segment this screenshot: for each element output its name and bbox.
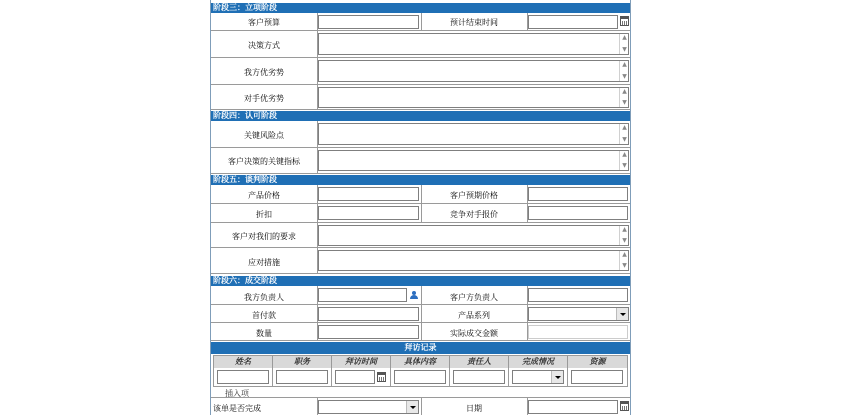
col-visit-time: 拜访时间 bbox=[332, 356, 391, 368]
price-label: 产品价格 bbox=[248, 191, 280, 200]
date-label: 日期 bbox=[466, 404, 482, 413]
payment-row bbox=[211, 305, 630, 323]
textarea-scrollbar[interactable]: ▲ ▼ bbox=[619, 251, 628, 270]
kpi-textarea[interactable] bbox=[318, 150, 629, 171]
insert-item-link[interactable]: 插入项 bbox=[225, 389, 249, 398]
price-input[interactable] bbox=[318, 187, 419, 201]
textarea-scrollbar[interactable]: ▲ ▼ bbox=[619, 61, 628, 81]
stage6-header: 阶段六：成交阶段 bbox=[211, 276, 630, 286]
discount-label: 折扣 bbox=[256, 210, 272, 219]
col-name: 姓名 bbox=[214, 356, 273, 368]
visit-content-input[interactable] bbox=[394, 370, 446, 384]
down-payment-input[interactable] bbox=[318, 307, 419, 321]
stage4-header: 阶段四：认可阶段 bbox=[211, 111, 630, 121]
textarea-scrollbar[interactable]: ▲ ▼ bbox=[619, 226, 628, 245]
owner-row bbox=[211, 286, 630, 305]
stage5-header: 阶段五：谈判阶段 bbox=[211, 175, 630, 185]
visit-table bbox=[213, 355, 628, 387]
requirements-label: 客户对我们的要求 bbox=[232, 232, 296, 241]
product-series-label: 产品系列 bbox=[458, 311, 490, 320]
quantity-row bbox=[211, 323, 630, 341]
quantity-input[interactable] bbox=[318, 325, 419, 339]
down-payment-label: 首付款 bbox=[252, 311, 276, 320]
actual-amount-label: 实际成交金额 bbox=[450, 329, 498, 338]
end-time-label: 预计结束时间 bbox=[450, 18, 498, 27]
requirements-row bbox=[211, 223, 630, 248]
measures-row bbox=[211, 248, 630, 274]
discount-input[interactable] bbox=[318, 206, 419, 220]
measures-label: 应对措施 bbox=[248, 258, 280, 267]
actual-amount-input[interactable] bbox=[528, 325, 628, 339]
requirements-textarea[interactable] bbox=[318, 225, 629, 246]
expected-price-label: 客户预期价格 bbox=[450, 191, 498, 200]
opportunity-form bbox=[210, 0, 631, 415]
decision-textarea[interactable] bbox=[318, 33, 629, 55]
chevron-down-icon[interactable] bbox=[406, 401, 418, 413]
visit-name-input[interactable] bbox=[217, 370, 269, 384]
stage3-header: 阶段三：立项阶段 bbox=[211, 3, 630, 13]
col-content: 具体内容 bbox=[391, 356, 450, 368]
textarea-scrollbar[interactable]: ▲ ▼ bbox=[619, 124, 628, 144]
col-resources: 资源 bbox=[568, 356, 627, 368]
completed-select[interactable] bbox=[318, 400, 419, 414]
budget-row bbox=[211, 13, 630, 31]
measures-textarea[interactable] bbox=[318, 250, 629, 271]
risk-row bbox=[211, 121, 630, 148]
rival-adv-textarea[interactable] bbox=[318, 87, 629, 108]
client-owner-label: 客户方负责人 bbox=[450, 293, 498, 302]
visits-header: 拜访记录 bbox=[211, 342, 630, 354]
date-input[interactable] bbox=[528, 400, 618, 414]
chevron-down-icon[interactable] bbox=[616, 308, 628, 320]
our-owner-input[interactable] bbox=[318, 288, 407, 302]
col-completion: 完成情况 bbox=[509, 356, 568, 368]
kpi-row bbox=[211, 148, 630, 174]
textarea-scrollbar[interactable]: ▲ ▼ bbox=[619, 151, 628, 170]
our-adv-textarea[interactable] bbox=[318, 60, 629, 82]
col-position: 职务 bbox=[273, 356, 332, 368]
our-adv-label: 我方优劣势 bbox=[244, 68, 284, 77]
calendar-icon[interactable] bbox=[620, 401, 629, 411]
end-time-input[interactable] bbox=[528, 15, 618, 29]
textarea-scrollbar[interactable]: ▲ ▼ bbox=[619, 88, 628, 107]
decision-label: 决策方式 bbox=[248, 41, 280, 50]
textarea-scrollbar[interactable]: ▲ ▼ bbox=[619, 34, 628, 54]
visit-responsible-input[interactable] bbox=[453, 370, 505, 384]
decision-row bbox=[211, 31, 630, 58]
quantity-label: 数量 bbox=[256, 329, 272, 338]
client-owner-input[interactable] bbox=[528, 288, 628, 302]
expected-price-input[interactable] bbox=[528, 187, 628, 201]
calendar-icon[interactable] bbox=[620, 16, 629, 26]
kpi-label: 客户决策的关键指标 bbox=[228, 157, 300, 166]
user-picker-icon[interactable] bbox=[410, 291, 418, 300]
visit-position-input[interactable] bbox=[276, 370, 328, 384]
budget-label: 客户预算 bbox=[248, 18, 280, 27]
discount-row bbox=[211, 204, 630, 223]
visit-time-input[interactable] bbox=[335, 370, 375, 384]
visit-completion-select[interactable] bbox=[512, 370, 564, 384]
risk-label: 关键风险点 bbox=[244, 131, 284, 140]
risk-textarea[interactable] bbox=[318, 123, 629, 145]
product-series-select[interactable] bbox=[528, 307, 629, 321]
visit-resources-input[interactable] bbox=[571, 370, 623, 384]
rival-quote-input[interactable] bbox=[528, 206, 628, 220]
completed-label: 该单是否完成 bbox=[213, 404, 261, 413]
calendar-icon[interactable] bbox=[377, 372, 386, 382]
rival-quote-label: 竞争对手报价 bbox=[450, 210, 498, 219]
chevron-down-icon[interactable] bbox=[551, 371, 563, 383]
our-adv-row bbox=[211, 58, 630, 85]
rival-adv-label: 对手优劣势 bbox=[244, 94, 284, 103]
rival-adv-row bbox=[211, 85, 630, 110]
price-row bbox=[211, 185, 630, 204]
completed-row bbox=[211, 397, 630, 415]
our-owner-label: 我方负责人 bbox=[244, 293, 284, 302]
budget-input[interactable] bbox=[318, 15, 419, 29]
col-responsible: 责任人 bbox=[450, 356, 509, 368]
